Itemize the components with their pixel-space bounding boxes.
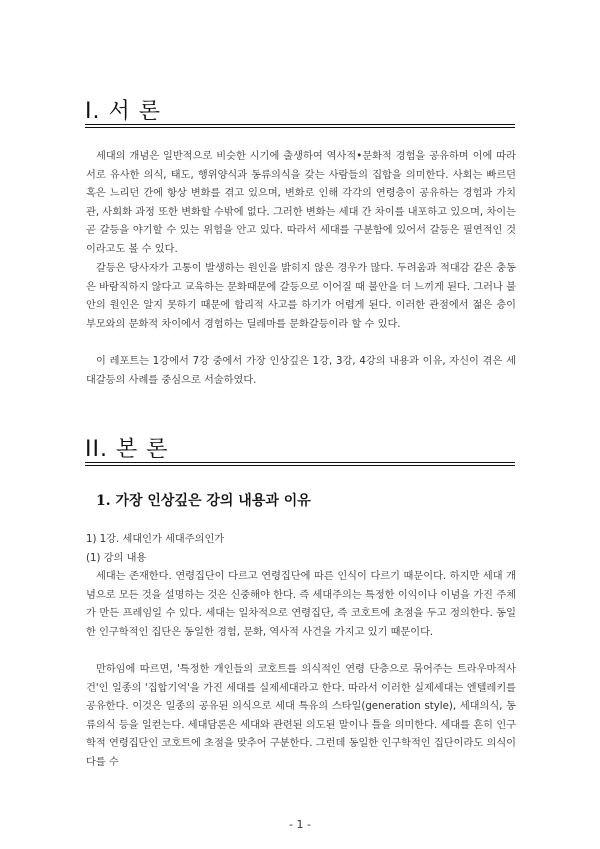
- section-title-rule: [85, 124, 515, 128]
- intro-paragraph-2-text: 갈등은 당사자가 고통이 발생하는 원인을 밝히지 않은 경우가 많다. 두려움과 적대감 같은 충동은 바람직하지 않다고 교육하는 문화때문에 갈등으로 이어질 때 불안을 더 느끼게 된다. 그러나 불안의 원인은 알지 못하기 때문에 합리적 사고를 하기가 어렵게 된다. 이러한 관점에서 젊은 층이 부모와의 문화적 차이에서 경험하는 딜레마를 문화갈등이라 할 수 있다.: [86, 263, 516, 330]
- page-number: - 1 -: [289, 818, 311, 831]
- list-item-lecture-1: 1) 1강. 세대인가 세대주의인가: [86, 534, 225, 545]
- body-paragraph-1: [86, 568, 516, 642]
- section-title-rule: [85, 462, 515, 466]
- body-paragraph-1-text: 세대는 존재한다. 연령집단이 다르고 연령집단에 따른 인식이 다르기 때문이다. 하지만 세대 개념으로 모든 것을 설명하는 것은 신중해야 한다. 즉 세대주의는 특정한 이익이나 이념을 가진 주체가 만든 프레임일 수 있다. 세대는 일차적으로 연령집단, 즉 코호트에 초점을 두고 정의한다. 동일한 인구학적인 집단은 동일한 경험, 문화, 역사적 사건을 가지고 있기 때문이다.: [86, 571, 516, 638]
- intro-paragraph-1: [86, 148, 516, 260]
- intro-paragraph-3: [86, 353, 516, 390]
- intro-paragraph-3-text: 이 레포트는 1강에서 7강 중에서 가장 인상깊은 1강, 3강, 4강의 내용과 이유, 자신이 겪은 세대갈등의 사례를 중심으로 서술하였다.: [86, 356, 516, 386]
- body-paragraph-2: [86, 661, 516, 773]
- section-title-introduction: I. 서 론: [85, 99, 161, 124]
- section-title-body: II. 본 론: [85, 437, 169, 462]
- intro-paragraph-2: [86, 260, 516, 334]
- body-paragraph-2-text: 만하임에 따르면, '특정한 개인들의 코호트를 의식적인 연령 단층으로 묶어주는 트라우마적사건'인 일종의 '집합기억'을 가진 세대를 실제세대라고 한다. 따라서 이러한 실제세대는 엔텔레키를 공유한다. 이것은 일종의 공유된 의식으로 세대 특유의 스타일(generation style), 세대의식, 동류의식 등을 일컫는다. 세대담론은 세대와 관련된 의도된 말이나 틀을 의미한다. 세대를 흔히 인구학적 연령집단인 코호트에 초점을 맞추어 구분한다. 그런데 동일한 인구학적인 집단이라도 의식이 다를 수: [86, 664, 516, 768]
- intro-paragraph-1-text: 세대의 개념은 일반적으로 비슷한 시기에 출생하여 역사적•문화적 경험을 공유하며 이에 따라 서로 유사한 의식, 태도, 행위양식과 동류의식을 갖는 사람들의 집합을 의미한다. 사회는 빠르던 혹은 느리던 간에 항상 변화를 겪고 있으며, 변화로 인해 각각의 연령층이 공유하는 경험과 가치관, 사회화 과정 또한 변화할 수밖에 없다. 그러한 변화는 세대 간 차이를 내포하고 있으며, 차이는 곧 갈등을 야기할 수 있는 위험을 안고 있다. 따라서 세대를 구분함에 있어서 갈등은 필연적인 것이라고도 볼 수 있다.: [86, 151, 516, 255]
- subheading-impressive-lectures: 1. 가장 인상깊은 강의 내용과 이유: [96, 493, 311, 509]
- list-item-lecture-content: (1) 강의 내용: [86, 553, 147, 564]
